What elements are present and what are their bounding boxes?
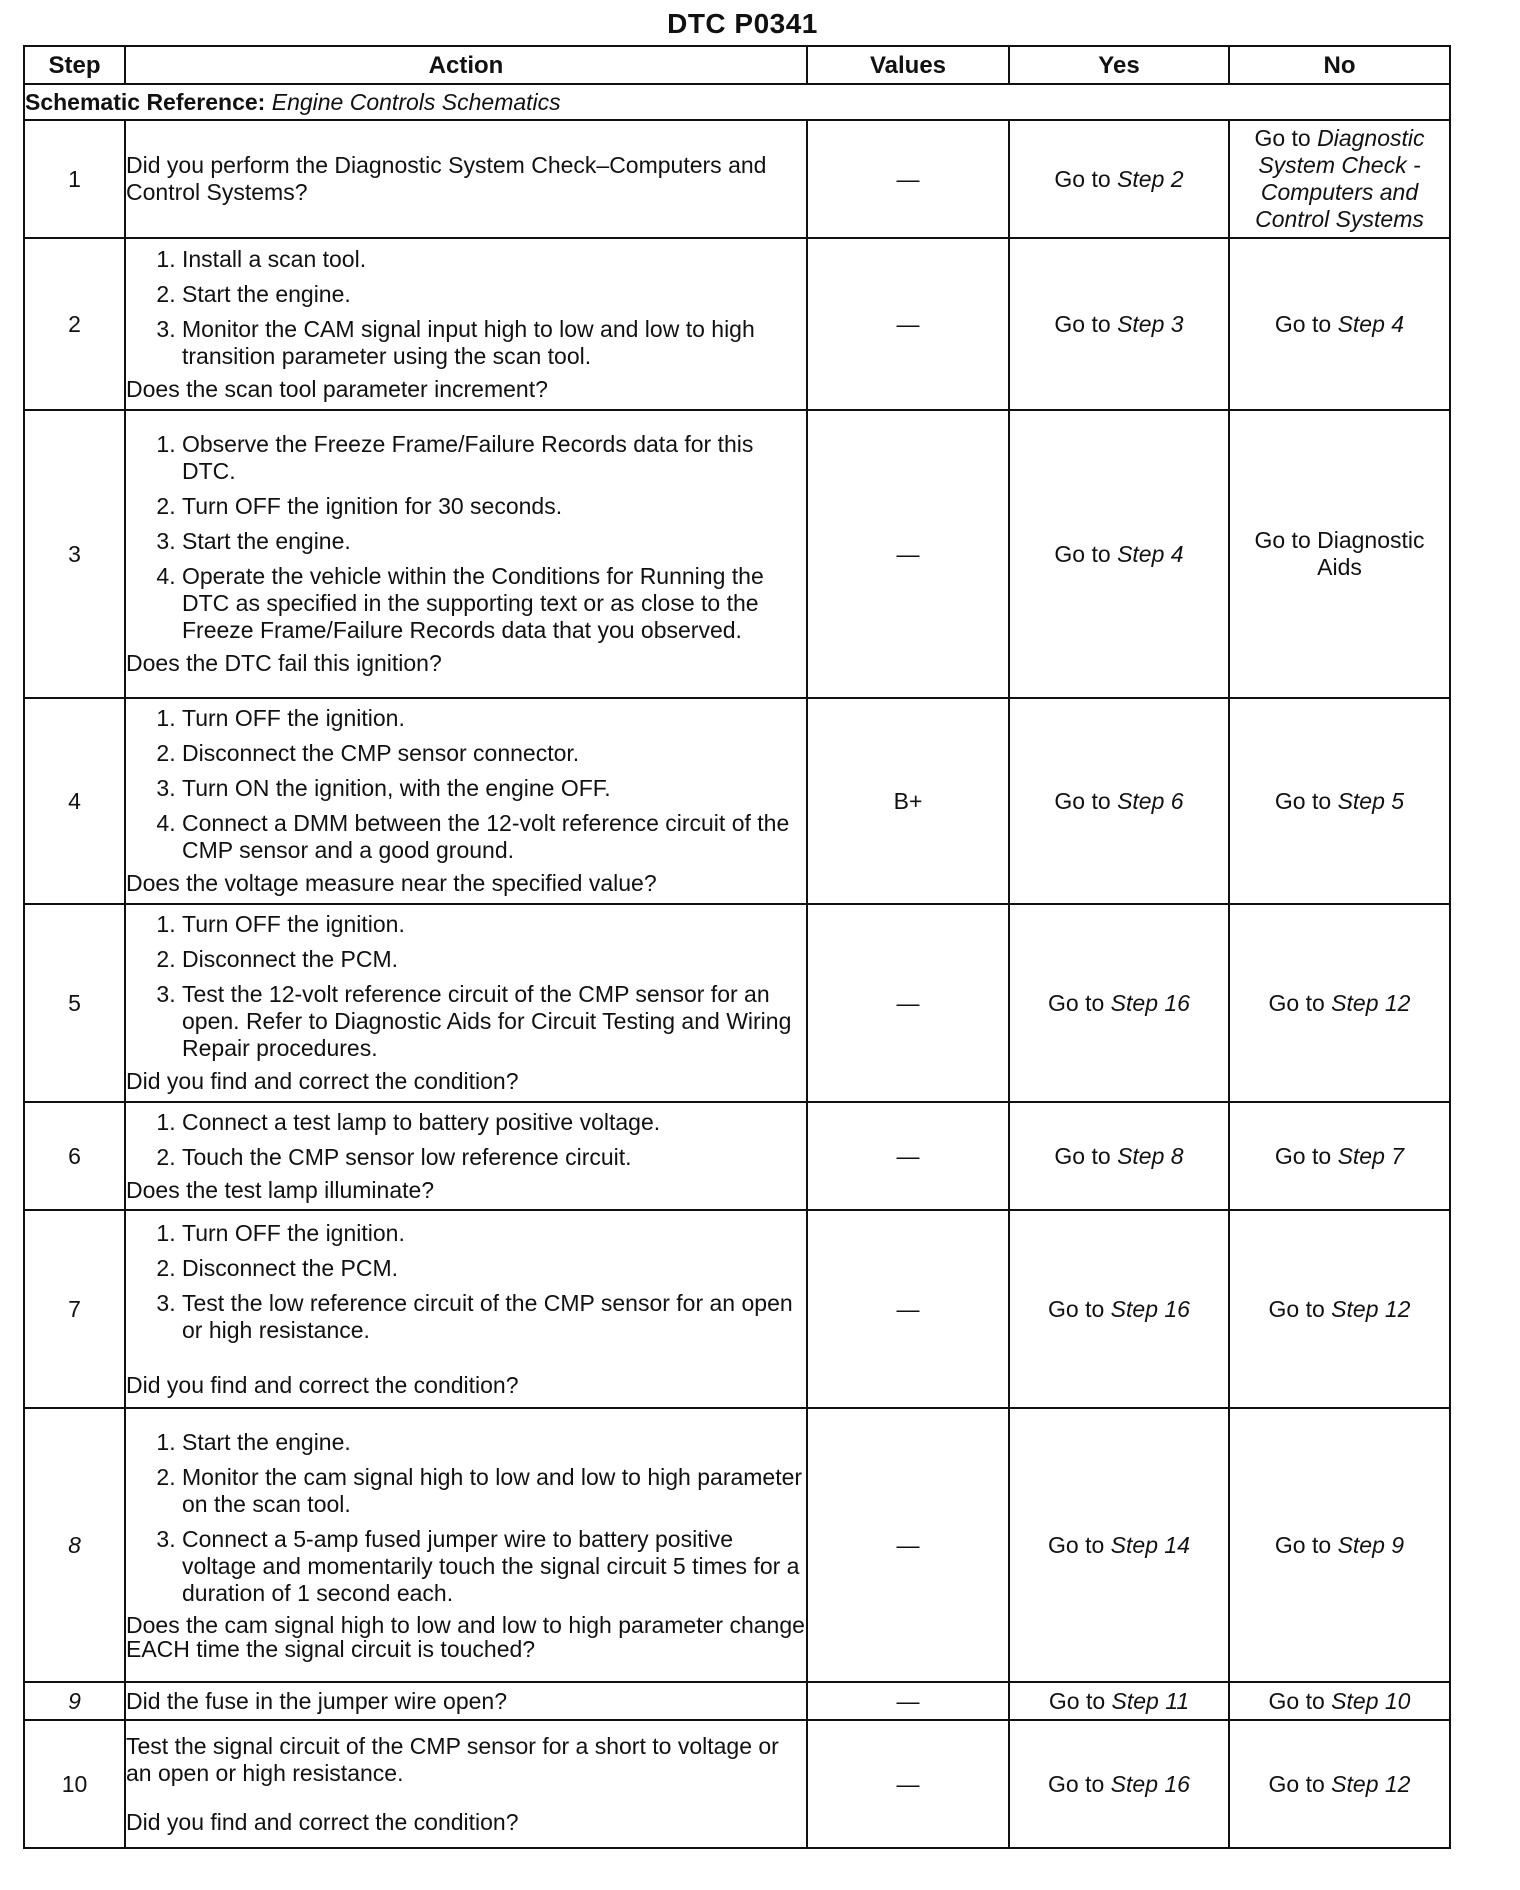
action-item: 2. Touch the CMP sensor low reference circuit. [182,1144,806,1171]
schematic-value: Engine Controls Schematics [271,88,561,115]
yes-cell [1009,698,1229,904]
no-prefix: Go to Diagnostic Aids [1254,527,1425,580]
no-prefix: Go to [1268,1687,1325,1714]
value-cell: — [807,1210,1009,1408]
no-prefix: Go to [1274,1531,1332,1558]
yes-prefix: Go to [1048,1531,1105,1558]
action-question: Did you find and correct the condition? [126,1068,519,1094]
diagnostic-table [23,45,1451,1849]
yes-cell [1009,1210,1229,1408]
action-question: Does the DTC fail this ignition? [126,650,442,676]
yes-cell [1009,1408,1229,1682]
action-cell [125,410,807,698]
action-item: 2. Start the engine. [182,281,806,308]
yes-target: Step 8 [1117,1142,1184,1169]
no-target: Step 10 [1331,1687,1411,1714]
schematic-row [24,84,1450,120]
table-row [24,1682,1450,1720]
yes-prefix: Go to [1054,310,1111,337]
yes-target: Step 6 [1117,787,1184,814]
yes-cell [1009,1102,1229,1210]
action-item: 1. Connect a test lamp to battery positive voltage. [182,1109,806,1136]
no-cell [1229,120,1450,238]
no-cell [1229,904,1450,1102]
value-cell: B+ [807,698,1009,904]
value-cell: — [807,120,1009,238]
action-item: 1. Turn OFF the ignition. [182,705,806,732]
schematic-label: Schematic Reference: [25,88,266,115]
table-row [24,120,1450,238]
action-question: Does the test lamp illuminate? [126,1176,435,1203]
no-prefix: Go to [1268,1770,1325,1797]
step-number: 10 [24,1720,125,1848]
schematic-reference [24,84,1450,120]
yes-target: Step 3 [1117,310,1184,337]
no-target: Step 12 [1331,989,1411,1016]
action-question: Did you find and correct the condition? [126,1808,519,1835]
spacer [126,1350,806,1372]
no-cell [1229,1210,1450,1408]
action-item: 1. Turn OFF the ignition. [182,911,806,938]
action-question: Did you find and correct the condition? [126,1371,519,1398]
action-item: 2. Disconnect the CMP sensor connector. [182,740,806,767]
header-no: No [1229,46,1450,84]
no-target: Diagnostic System Check - Computers and Control Systems [1255,125,1425,232]
yes-prefix: Go to [1048,1295,1105,1322]
action-item: 2. Disconnect the PCM. [182,1255,806,1282]
action-cell [125,1720,807,1848]
no-prefix: Go to [1268,989,1325,1016]
action-cell [125,1408,807,1682]
yes-cell [1009,1720,1229,1848]
no-prefix: Go to [1268,1295,1325,1322]
no-cell [1229,410,1450,698]
page-title: DTC P0341 [667,8,818,39]
action-list [126,431,806,644]
no-cell [1229,1102,1450,1210]
yes-cell [1009,410,1229,698]
step-number: 8 [24,1408,125,1682]
yes-target: Step 16 [1110,989,1190,1016]
step-number: 4 [24,698,125,904]
action-cell [125,698,807,904]
no-prefix: Go to [1274,1142,1332,1169]
action-item: 1. Turn OFF the ignition. [182,1220,806,1247]
action-list [126,705,806,864]
action-list [126,1220,806,1344]
yes-prefix: Go to [1048,989,1105,1016]
action-cell [125,1210,807,1408]
action-item: 1. Start the engine. [182,1429,806,1456]
table-row [24,1210,1450,1408]
action-item: 3. Test the 12-volt reference circuit of the CMP sensor for an open. Refer to Diagnostic Aids for Circuit Testing and Wiring Repair procedures. [182,981,806,1062]
action-list [126,911,806,1062]
action-item: 1. Install a scan tool. [182,246,806,273]
no-target: Step 5 [1337,787,1405,814]
action-list [126,246,806,370]
no-cell [1229,1408,1450,1682]
table-row [24,238,1450,410]
header-yes: Yes [1009,46,1229,84]
yes-target: Step 16 [1110,1770,1190,1797]
action-cell [125,1682,807,1720]
value-cell: — [807,1408,1009,1682]
action-intro: Test the signal circuit of the CMP sensor for a short to voltage or an open or high resistance. [126,1732,779,1786]
yes-cell [1009,120,1229,238]
no-cell [1229,1682,1450,1720]
table-row [24,410,1450,698]
spacer [126,1787,806,1809]
header-action: Action [125,46,807,84]
value-cell: — [807,904,1009,1102]
value-cell: — [807,1102,1009,1210]
action-item: 4. Operate the vehicle within the Conditions for Running the DTC as specified in the supporting text or as close to the Freeze Frame/Failure Records data that you observed. [182,563,806,644]
no-prefix: Go to [1274,310,1332,337]
header-values: Values [807,46,1009,84]
yes-target: Step 11 [1111,1687,1190,1714]
step-number: 6 [24,1102,125,1210]
action-question: Did the fuse in the jumper wire open? [126,1687,507,1714]
step-number: 9 [24,1682,125,1720]
header-step: Step [24,46,125,84]
no-cell [1229,238,1450,410]
action-item: 3. Connect a 5-amp fused jumper wire to battery positive voltage and momentarily touch the signal circuit 5 times for a duration of 1 second each. [182,1526,806,1607]
yes-cell [1009,238,1229,410]
step-number: 7 [24,1210,125,1408]
action-cell [125,904,807,1102]
step-number: 1 [24,120,125,238]
no-target: Step 7 [1337,1142,1405,1169]
table-row [24,698,1450,904]
action-question: Does the scan tool parameter increment? [126,375,548,402]
action-cell [125,120,807,238]
yes-target: Step 4 [1117,540,1184,567]
action-item: 2. Monitor the cam signal high to low and low to high parameter on the scan tool. [182,1464,806,1518]
yes-cell [1009,1682,1229,1720]
yes-target: Step 16 [1110,1295,1190,1322]
no-target: Step 9 [1337,1531,1405,1558]
action-question: Does the cam signal high to low and low to high parameter change EACH time the signal circuit is touched? [126,1612,805,1662]
yes-target: Step 2 [1117,165,1184,192]
no-prefix: Go to [1254,125,1311,151]
yes-prefix: Go to [1048,1770,1105,1797]
yes-prefix: Go to [1054,787,1111,814]
action-item: 3. Turn ON the ignition, with the engine OFF. [182,775,806,802]
yes-prefix: Go to [1054,540,1111,567]
action-question: Does the voltage measure near the specified value? [126,870,657,896]
action-item: 3. Start the engine. [182,528,806,555]
yes-prefix: Go to [1054,1142,1111,1169]
table-row [24,1720,1450,1848]
step-number: 2 [24,238,125,410]
table-row [24,1408,1450,1682]
action-list [126,1109,806,1171]
table-row [24,904,1450,1102]
no-cell [1229,1720,1450,1848]
table-row [24,1102,1450,1210]
action-cell [125,238,807,410]
value-cell: — [807,1682,1009,1720]
no-prefix: Go to [1274,787,1332,814]
yes-cell [1009,904,1229,1102]
no-target: Step 4 [1337,310,1405,337]
action-item: 1. Observe the Freeze Frame/Failure Records data for this DTC. [182,431,806,485]
value-cell: — [807,238,1009,410]
no-target: Step 12 [1331,1295,1411,1322]
yes-target: Step 14 [1110,1531,1190,1558]
no-target: Step 12 [1331,1770,1411,1797]
action-item: 2. Disconnect the PCM. [182,946,806,973]
header-row [24,46,1450,84]
action-list [126,1429,806,1607]
action-question: Did you perform the Diagnostic System Check–Computers and Control Systems? [126,152,767,205]
yes-prefix: Go to [1048,1687,1106,1714]
action-item: 3. Test the low reference circuit of the CMP sensor for an open or high resistance. [182,1290,806,1344]
action-item: 4. Connect a DMM between the 12-volt reference circuit of the CMP sensor and a good ground. [182,810,806,864]
step-number: 3 [24,410,125,698]
no-cell [1229,698,1450,904]
action-item: 2. Turn OFF the ignition for 30 seconds. [182,493,806,520]
action-item: 3. Monitor the CAM signal input high to low and low to high transition parameter using the scan tool. [182,316,806,370]
value-cell: — [807,410,1009,698]
yes-prefix: Go to [1054,165,1111,192]
action-cell [125,1102,807,1210]
step-number: 5 [24,904,125,1102]
value-cell: — [807,1720,1009,1848]
